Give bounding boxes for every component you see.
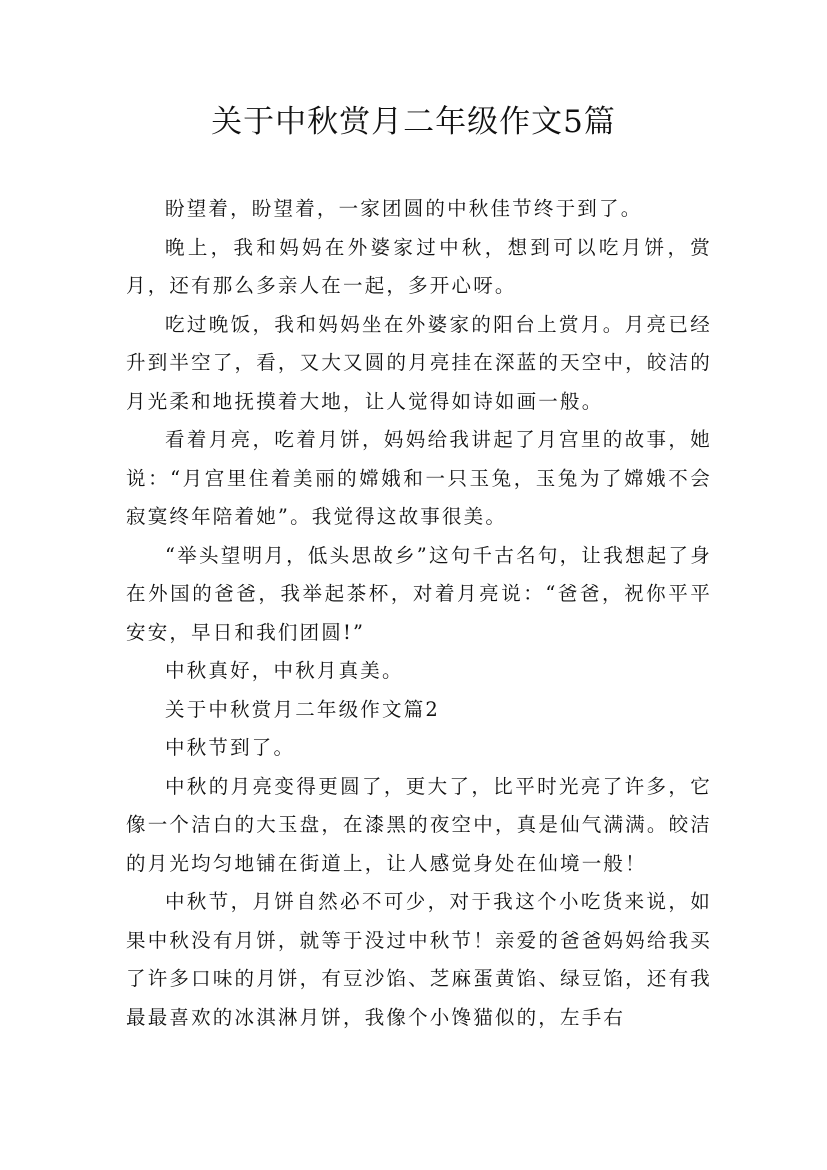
section-heading: 关于中秋赏月二年级作文篇2 [165, 697, 441, 721]
paragraph: 中秋节，月饼自然必不可少，对于我这个小吃货来说，如果中秋没有月饼，就等于没过中秋节！亲爱的爸爸妈妈给我买了许多口味的月饼，有豆沙馅、芝麻蛋黄馅、绿豆馅，还有我最最喜欢的冰淇淋月饼，我像个小馋猫似的，左手右 [126, 890, 712, 1029]
document-body [126, 190, 712, 1037]
paragraph: 看着月亮，吃着月饼，妈妈给我讲起了月宫里的故事，她说：“月宫里住着美丽的嫦娥和一只玉兔，玉兔为了嫦娥不会寂寞终年陪着她”。我觉得这故事很美。 [126, 428, 712, 528]
paragraph: 吃过晚饭，我和妈妈坐在外婆家的阳台上赏月。月亮已经升到半空了，看，又大又圆的月亮挂在深蓝的天空中，皎洁的月光柔和地抚摸着大地，让人觉得如诗如画一般。 [126, 312, 712, 413]
paragraph: 中秋真好，中秋月真美。 [165, 659, 404, 682]
document-title: 关于中秋赏月二年级作文5篇 [211, 104, 616, 140]
paragraph: 盼望着，盼望着，一家团圆的中秋佳节终于到了。 [165, 197, 643, 220]
paragraph: 晚上，我和妈妈在外婆家过中秋，想到可以吃月饼，赏月，还有那么多亲人在一起，多开心呀。 [126, 235, 712, 297]
paragraph: 中秋节到了。 [165, 736, 296, 759]
paragraph: 中秋的月亮变得更圆了，更大了，比平时光亮了许多，它像一个洁白的大玉盘，在漆黑的夜空中，真是仙气满满。皎洁的月光均匀地铺在街道上，让人感觉身处在仙境一般！ [126, 774, 712, 875]
paragraph: “举头望明月，低头思故乡”这句千古名句，让我想起了身在外国的爸爸，我举起茶杯，对着月亮说：“爸爸，祝你平平安安，早日和我们团圆!” [126, 543, 712, 644]
